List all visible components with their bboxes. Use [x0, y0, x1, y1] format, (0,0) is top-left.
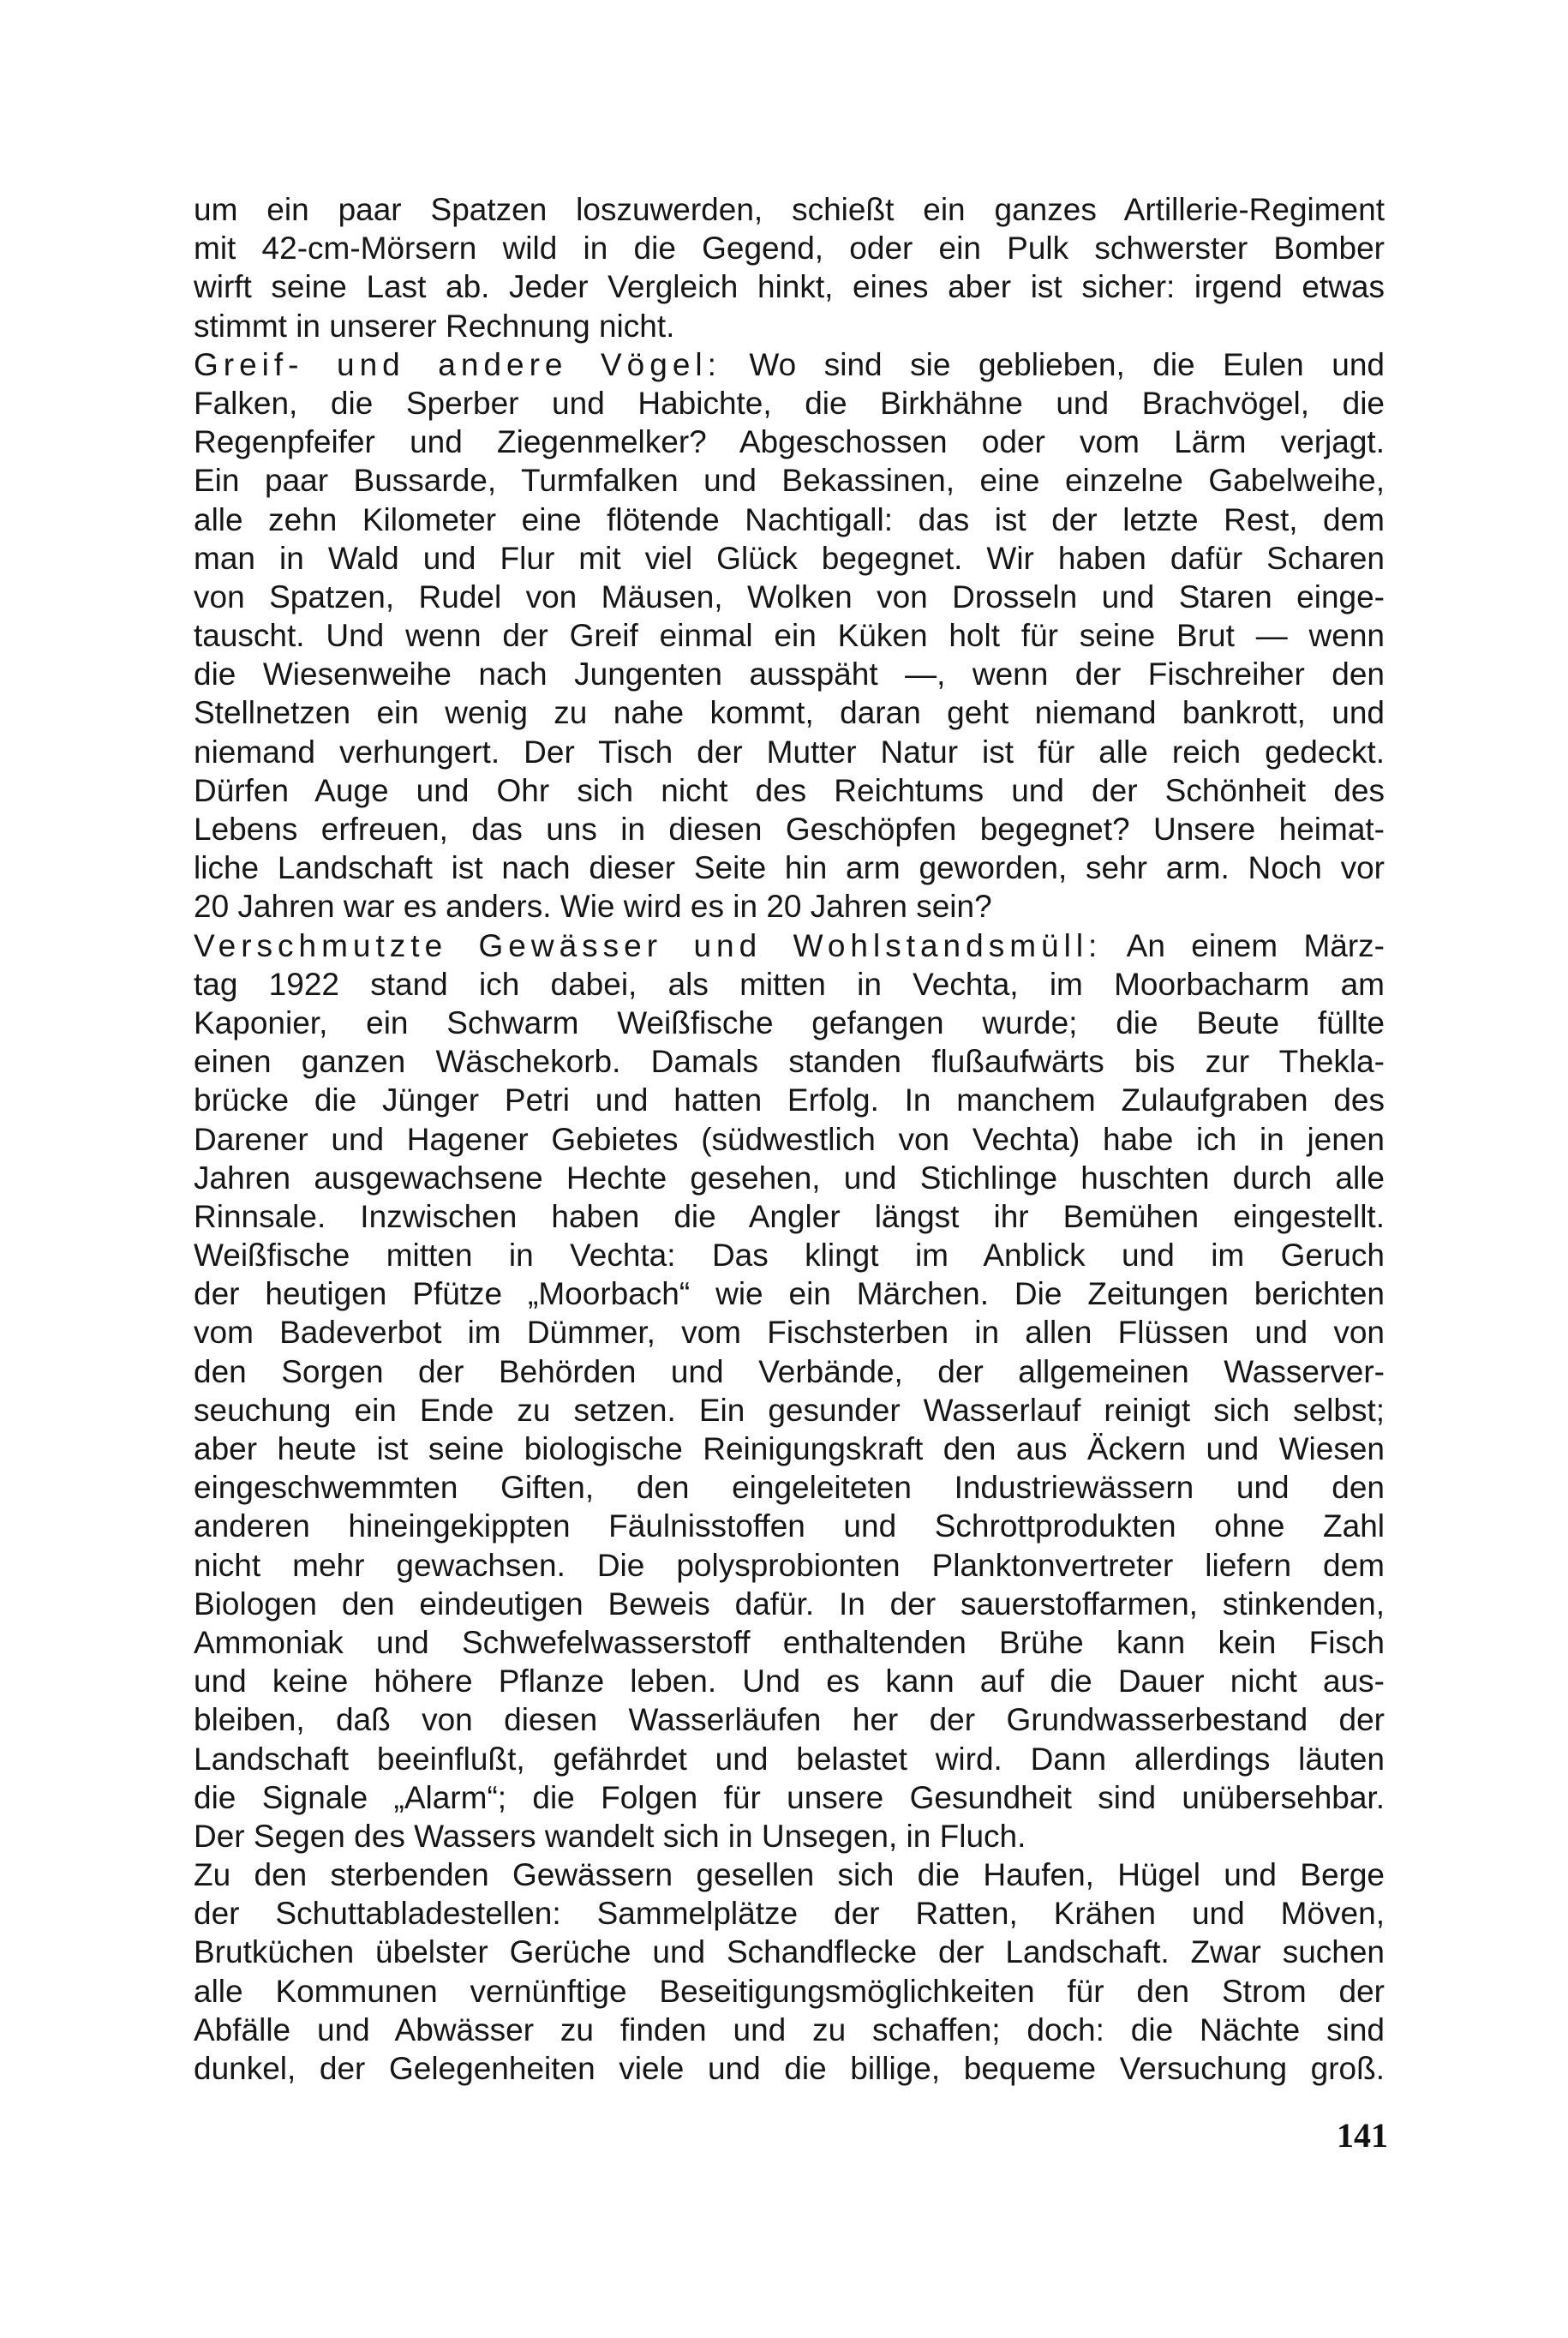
text-line: Abfälle und Abwässer zu finden und zu schaffen; doch: die Nächte sind [194, 2011, 1385, 2047]
text-line: eingeschwemmten Giften, den eingeleiteten Industriewässern und den [194, 1470, 1385, 1506]
text-line: tauscht. Und wenn der Greif einmal ein Küken holt für seine Brut — wenn [194, 618, 1385, 654]
text-fragment: Wo sind sie geblieben, die Eulen und [721, 346, 1385, 382]
text-line: liche Landschaft ist nach dieser Seite hin arm geworden, sehr arm. Noch vor [194, 850, 1385, 886]
text-line: wirft seine Last ab. Jeder Vergleich hinkt, eines aber ist sicher: irgend etwas [194, 269, 1385, 305]
text-line: Lebens erfreuen, das uns in diesen Geschöpfen begegnet? Unsere heimat- [194, 812, 1385, 847]
text-line: tag 1922 stand ich dabei, als mitten in Vechta, im Moorbacharm am [194, 966, 1385, 1002]
text-line: Dürfen Auge und Ohr sich nicht des Reichtums und der Schönheit des [194, 772, 1385, 808]
text-line: Biologen den eindeutigen Beweis dafür. In der sauerstoffarmen, stinkenden, [194, 1586, 1385, 1622]
text-line: die Wiesenweihe nach Jungenten ausspäht —, wenn der Fischreiher den [194, 656, 1385, 692]
text-line: der Schuttabladestellen: Sammelplätze der Ratten, Krähen und Möven, [194, 1896, 1385, 1932]
text-line: man in Wald und Flur mit viel Glück begegnet. Wir haben dafür Scharen [194, 540, 1385, 576]
text-line [194, 345, 1385, 384]
text-line: Ammoniak und Schwefelwasserstoff enthaltenden Brühe kann kein Fisch [194, 1624, 1385, 1660]
text-line: alle zehn Kilometer eine flötende Nachtigall: das ist der letzte Rest, dem [194, 501, 1385, 537]
text-line: vom Badeverbot im Dümmer, vom Fischsterben in allen Flüssen und von [194, 1315, 1385, 1351]
text-line: dunkel, der Gelegenheiten viele und die billige, bequeme Versuchung groß. [194, 2051, 1385, 2086]
text-line: Rinnsale. Inzwischen haben die Angler längst ihr Bemühen eingestellt. [194, 1198, 1385, 1234]
text-fragment: An einem März- [1102, 927, 1385, 963]
text-line: 20 Jahren war es anders. Wie wird es in 20 Jahren sein? [194, 889, 992, 925]
text-line: mit 42-cm-Mörsern wild in die Gegend, oder ein Pulk schwerster Bomber [194, 231, 1385, 267]
text-line: den Sorgen der Behörden und Verbände, der allgemeinen Wasserver- [194, 1353, 1385, 1389]
text-line: Ein paar Bussarde, Turmfalken und Bekassinen, eine einzelne Gabelweihe, [194, 463, 1385, 499]
text-line: niemand verhungert. Der Tisch der Mutter Natur ist für alle reich gedeckt. [194, 734, 1385, 770]
body-text [194, 190, 1385, 2088]
text-line: um ein paar Spatzen loszuwerden, schießt ein ganzes Artillerie-Regiment [194, 192, 1385, 227]
section-heading-birds: Greif- und andere Vögel: [194, 346, 721, 382]
text-line: die Signale „Alarm“; die Folgen für unsere Gesundheit sind unübersehbar. [194, 1779, 1385, 1815]
text-line: Jahren ausgewachsene Hechte gesehen, und Stichlinge huschten durch alle [194, 1160, 1385, 1196]
text-line: bleiben, daß von diesen Wasserläufen her der Grundwasserbestand der [194, 1702, 1385, 1738]
text-line: Zu den sterbenden Gewässern gesellen sich die Haufen, Hügel und Berge [194, 1857, 1385, 1893]
text-line: seuchung ein Ende zu setzen. Ein gesunder Wasserlauf reinigt sich selbst; [194, 1392, 1385, 1428]
text-line: einen ganzen Wäschekorb. Damals standen flußaufwärts bis zur Thekla- [194, 1044, 1385, 1080]
text-line: brücke die Jünger Petri und hatten Erfolg. In manchem Zulaufgraben des [194, 1082, 1385, 1118]
text-line: der heutigen Pfütze „Moorbach“ wie ein Märchen. Die Zeitungen berichten [194, 1276, 1385, 1312]
text-line: Falken, die Sperber und Habichte, die Birkhähne und Brachvögel, die [194, 385, 1385, 421]
text-line: von Spatzen, Rudel von Mäusen, Wolken von Drosseln und Staren einge- [194, 579, 1385, 614]
text-line: aber heute ist seine biologische Reinigungskraft den aus Äckern und Wiesen [194, 1431, 1385, 1466]
text-line: Landschaft beeinflußt, gefährdet und belastet wird. Dann allerdings läuten [194, 1741, 1385, 1777]
text-line: alle Kommunen vernünftige Beseitigungsmöglichkeiten für den Strom der [194, 1973, 1385, 2009]
text-line: anderen hineingekippten Fäulnisstoffen und Schrottprodukten ohne Zahl [194, 1508, 1385, 1544]
text-line: Brutküchen übelster Gerüche und Schandflecke der Landschaft. Zwar suchen [194, 1934, 1385, 1970]
page-number: 141 [1337, 2116, 1388, 2155]
text-line: stimmt in unserer Rechnung nicht. [194, 308, 675, 344]
text-line: Regenpfeifer und Ziegenmelker? Abgeschossen oder vom Lärm verjagt. [194, 424, 1385, 460]
text-line: und keine höhere Pflanze leben. Und es kann auf die Dauer nicht aus- [194, 1664, 1385, 1700]
text-line [194, 926, 1385, 965]
section-heading-waters: Verschmutzte Gewässer und Wohlstandsmüll: [194, 927, 1103, 963]
text-line: Der Segen des Wassers wandelt sich in Unsegen, in Fluch. [194, 1818, 1026, 1854]
text-line: Kaponier, ein Schwarm Weißfische gefangen wurde; die Beute füllte [194, 1004, 1385, 1040]
text-line: Weißfische mitten in Vechta: Das klingt im Anblick und im Geruch [194, 1238, 1385, 1274]
text-line: nicht mehr gewachsen. Die polysprobionten Planktonvertreter liefern dem [194, 1547, 1385, 1583]
text-line: Stellnetzen ein wenig zu nahe kommt, daran geht niemand bankrott, und [194, 695, 1385, 731]
text-line: Darener und Hagener Gebietes (südwestlich von Vechta) habe ich in jenen [194, 1121, 1385, 1157]
